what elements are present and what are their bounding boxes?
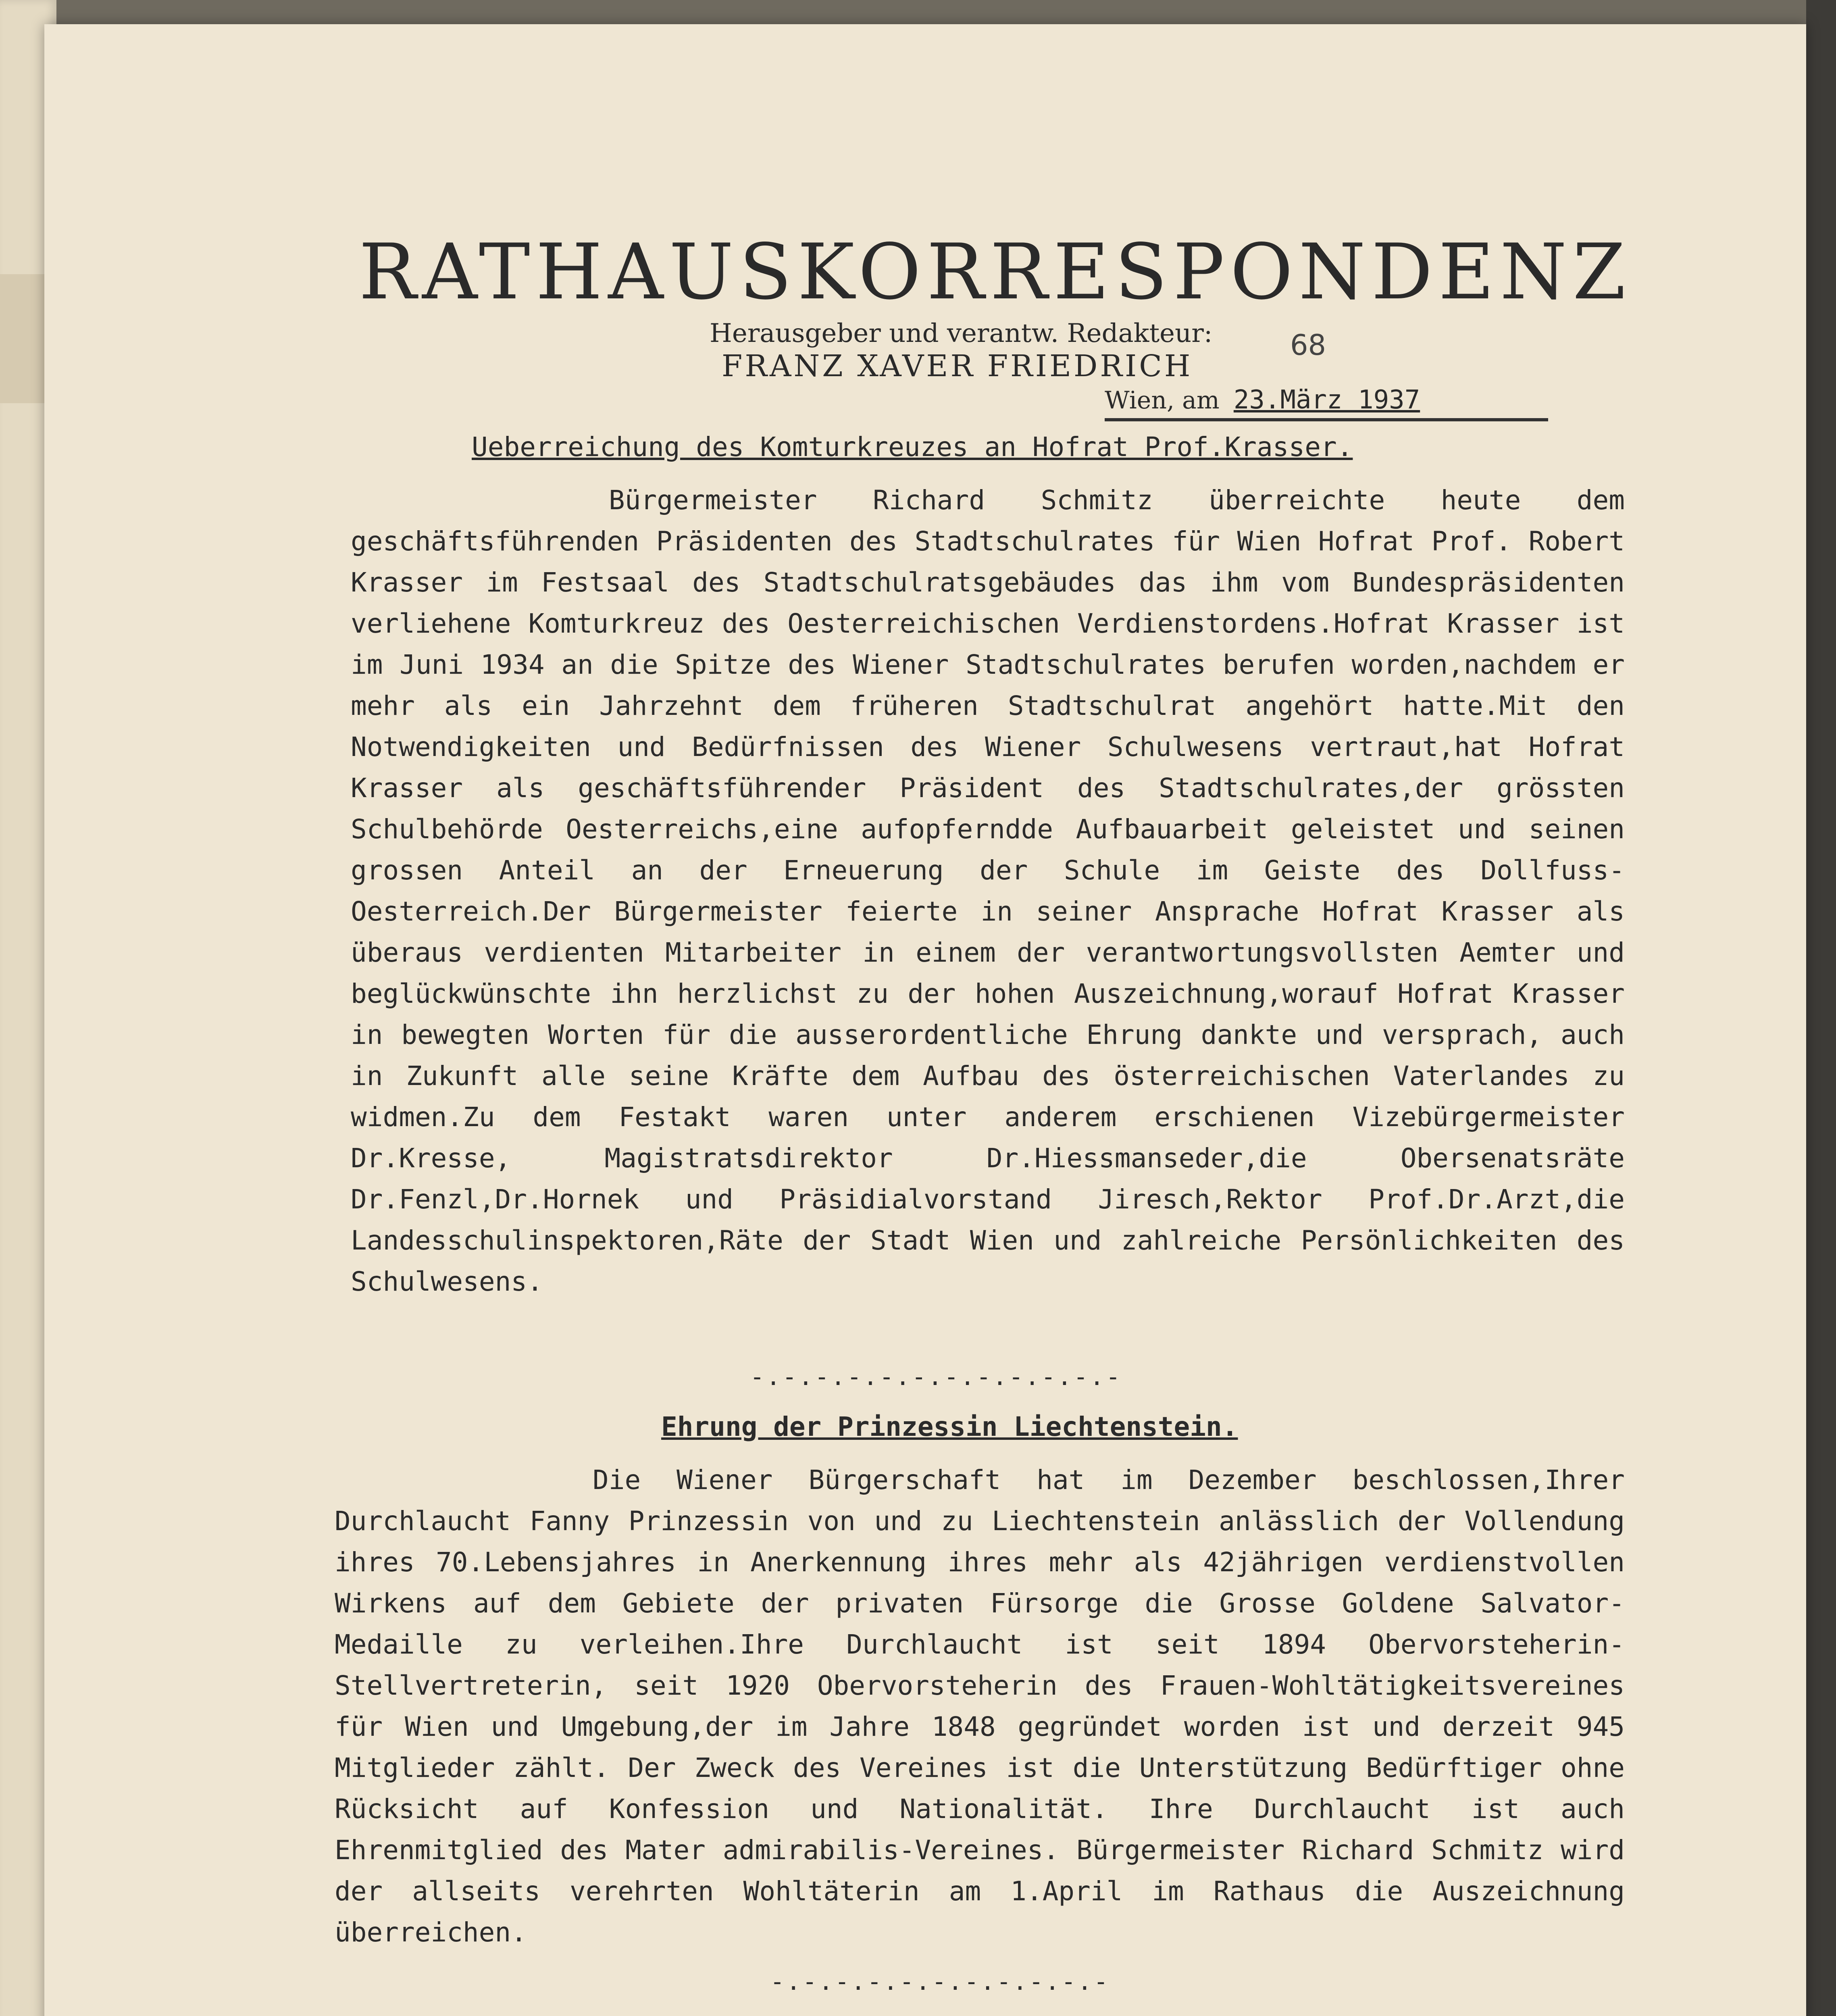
article-paragraph: Die Wiener Bürgerschaft hat im Dezember beschlossen,Ihrer Durchlaucht Fanny Prinzessin von und zu Liechtenstein anlässlich der Vollendung ihres 70.Lebensjahres in Anerkennung ihres mehr als 42jährigen verdienstvollen Wirkens auf dem Gebiete der privaten Fürsorge die Grosse Goldene Salvator-Medaille zu verleihen.Ihre Durchlaucht ist seit 1894 Obervorsteherin-Stellvertreterin, seit 1920 Obervorsteherin des Frauen-Wohltätigkeitsvereines für Wien und Umgebung,der im Jahre 1848 gegründet worden ist und derzeit 945 Mitglieder zählt. Der Zweck des Vereines ist die Unterstützung Bedürftiger ohne Rücksicht auf Konfession und Nationalität. Ihre Durchlaucht ist auch Ehrenmitglied des Mater admirabilis-Vereines. Bürgermeister Richard Schmitz wird der allseits verehrten Wohltäterin am 1.April im Rathaus die Auszeichnung überreichen. [335,1464,1625,1948]
article-body [351,480,1625,1302]
dateline-date: 23.März 1937 [1233,385,1420,415]
article-heading: Ueberreichung des Komturkreuzes an Hofrat Prof.Krasser. [472,431,1353,462]
dateline-prefix: Wien, am [1105,386,1220,414]
dateline [1105,385,1548,421]
article-separator: -.-.-.-.-.-.-.-.-.-.- [770,1968,1110,1996]
article-heading: Ehrung der Prinzessin Liechtenstein. [661,1411,1238,1442]
page-number: 68 [1290,329,1326,362]
masthead [359,227,1632,415]
editor-name: FRANZ XAVER FRIEDRICH [722,349,1193,383]
publisher-line: Herausgeber und verantw. Redakteur: [710,319,1213,348]
article-paragraph: Bürgermeister Richard Schmitz überreichte heute dem geschäftsführenden Präsidenten des Stadtschulrates für Wien Hofrat Prof. Robert Krasser im Festsaal des Stadtschulratsgebäudes das ihm vom Bundespräsidenten verliehene Komturkreuz des Oesterreichischen Verdienstordens.Hofrat Krasser ist im Juni 1934 an die Spitze des Wiener Stadtschulrates berufen worden,nachdem er mehr als ein Jahrzehnt dem früheren Stadtschulrat angehört hatte.Mit den Notwendigkeiten und Bedürfnissen des Wiener Schulwesens vertraut,hat Hofrat Krasser als geschäftsführender Präsident des Stadtschulrates,der grössten Schulbehörde Oesterreichs,eine aufopferndde Aufbauarbeit geleistet und seinen grossen Anteil an der Erneuerung der Schule im Geiste des Dollfuss-Oesterreich.Der Bürgermeister feierte in seiner Ansprache Hofrat Krasser als überaus verdienten Mitarbeiter in einem der verantwortungsvollsten Aemter und beglückwünschte ihn herzlichst zu der hohen Auszeichnung,worauf Hofrat Krasser in bewegten Worten für die ausserordentliche Ehrung dankte und versprach, auch in Zukunft alle seine Kräfte dem Aufbau des österreichischen Vaterlandes zu widmen.Zu dem Festakt waren unter anderem erschienen Vizebürgermeister Dr.Kresse, Magistratsdirektor Dr.Hiessmanseder,die Obersenatsräte Dr.Fenzl,Dr.Hornek und Präsidialvorstand Jiresch,Rektor Prof.Dr.Arzt,die Landesschulinspektoren,Räte der Stadt Wien und zahlreiche Persönlichkeiten des Schulwesens. [351,485,1625,1297]
article-body [335,1460,1625,1953]
background-shadow [1806,0,1836,2016]
article-separator: -.-.-.-.-.-.-.-.-.-.-.- [750,1363,1122,1391]
document-sheet [44,24,1806,2016]
masthead-title: RATHAUSKORRESPONDENZ [359,227,1632,317]
